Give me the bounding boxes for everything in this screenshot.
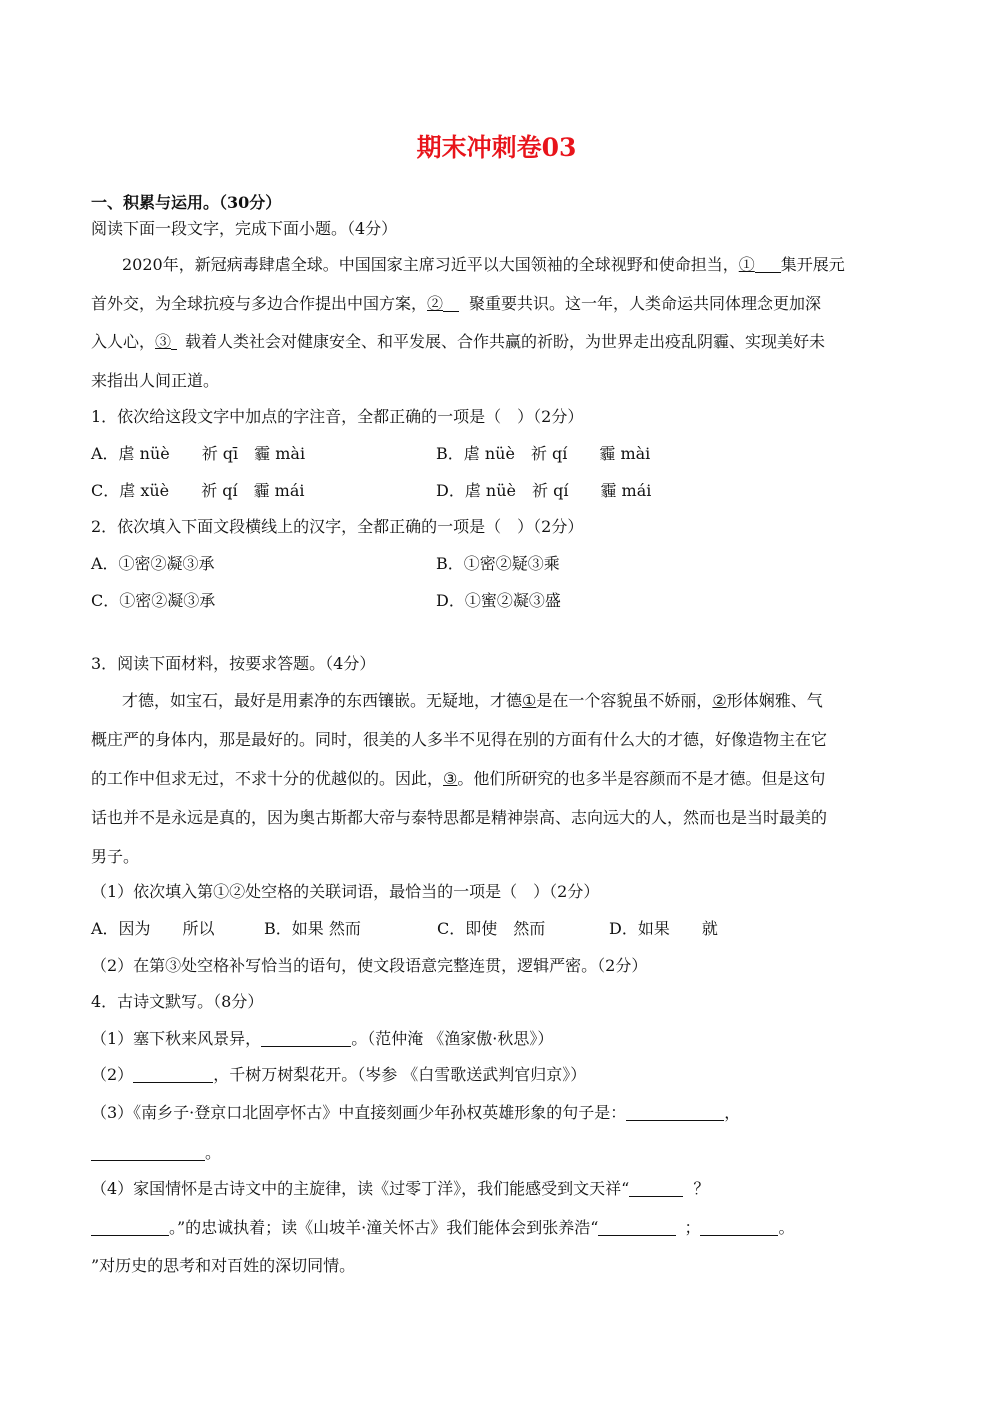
fill-blank[interactable] [755, 256, 781, 273]
q3-option-c[interactable]: C．即使 然而 [437, 919, 546, 938]
fill-blank[interactable] [626, 1104, 724, 1121]
q4-item-4-end: ”对历史的思考和对百姓的深切同情。 [91, 1256, 356, 1275]
question-4-stem: 4．古诗文默写。（8分） [91, 992, 264, 1011]
passage-line [122, 252, 845, 275]
item-text: ， [724, 1103, 741, 1122]
q4-item-3 [91, 1100, 740, 1123]
q3-subquestion-1: （1）依次填入第①②处空格的关联词语，最恰当的一项是（ ）（2分） [91, 882, 600, 901]
passage-line: 概庄严的身体内，那是最好的。同时，很美的人多半不见得在别的方面有什么大的才德，好像造物主在它 [91, 730, 828, 749]
q2-option-b[interactable]: B．①密②疑③乘 [436, 554, 560, 573]
passage-line [91, 329, 825, 352]
q4-item-4-cont [91, 1215, 794, 1238]
item-text: 。 [205, 1143, 222, 1162]
passage-text: 首外交，为全球抗疫与多边合作提出中国方案， [91, 294, 428, 313]
section-intro: 阅读下面一段文字，完成下面小题。（4分） [91, 219, 398, 238]
passage-line: 男子。 [91, 847, 140, 866]
question-2-stem: 2．依次填入下面文段横线上的汉字，全都正确的一项是（ ）（2分） [91, 517, 584, 536]
passage-text: 2020年，新冠病毒肆虐全球。中国国家主席习近平以大国领袖的全球视野和使命担当， [122, 255, 739, 274]
q1-option-d[interactable]: D．虐 nüè 祈 qí 霾 mái [436, 481, 652, 500]
item-text: 。”的忠诚执着；读《山坡羊·潼关怀古》我们能体会到张养浩“ [169, 1218, 599, 1237]
item-text: （3）《南乡子·登京口北固亭怀古》中直接刻画少年孙权英雄形象的句子是： [91, 1103, 627, 1122]
q4-item-1 [91, 1026, 553, 1049]
fill-blank[interactable] [629, 1180, 683, 1197]
q3-option-d[interactable]: D．如果 就 [609, 919, 718, 938]
q1-option-b[interactable]: B．虐 nüè 祈 qí 霾 mài [436, 444, 651, 463]
fill-blank[interactable] [261, 1030, 351, 1047]
passage-text: 聚重要共识。这一年，人类命运共同体理念更加深 [469, 294, 822, 313]
section-heading: 一、积累与运用。（30分） [91, 193, 282, 212]
passage-line [122, 688, 823, 711]
q3-subquestion-2: （2）在第③处空格补写恰当的语句，使文段语意完整连贯，逻辑严密。（2分） [91, 956, 648, 975]
q4-item-3-cont [91, 1140, 221, 1163]
item-text: ？ [693, 1179, 710, 1198]
q1-option-a[interactable]: A．虐 nüè 祈 qī 霾 mài [91, 444, 306, 463]
item-text: ； [684, 1218, 701, 1237]
q2-option-a[interactable]: A．①密②凝③承 [91, 554, 215, 573]
item-text: 。 [778, 1218, 795, 1237]
item-text: （4）家国情怀是古诗文中的主旋律，读《过零丁洋》，我们能感受到文天祥“ [91, 1179, 630, 1198]
passage-line [91, 291, 821, 314]
fill-blank[interactable] [91, 1219, 169, 1236]
passage-line: 话也并不是永远是真的，因为奥古斯都大帝与泰特思都是精神崇高、志向远大的人，然而也是当时最美的 [91, 808, 828, 827]
passage-text: 。他们所研究的也多半是容颜而不是才德。但是这句 [457, 769, 826, 788]
fill-blank[interactable] [700, 1219, 778, 1236]
passage-text: 入人心， [91, 332, 156, 351]
fill-blank[interactable] [598, 1219, 676, 1236]
passage-line [91, 766, 825, 789]
passage-text: 形体娴雅、气 [726, 691, 823, 710]
q2-option-c[interactable]: C．①密②凝③承 [91, 591, 216, 610]
q3-option-b[interactable]: B．如果 然而 [264, 919, 361, 938]
blank-marker-3: ③ [443, 769, 458, 788]
blank-marker-2: ② [427, 294, 444, 313]
blank-marker-1: ① [522, 691, 537, 710]
q3-option-a[interactable]: A．因为 所以 [91, 919, 215, 938]
q2-option-d[interactable]: D．①蜜②凝③盛 [436, 591, 561, 610]
blank-marker-2: ② [712, 691, 727, 710]
blank-marker-1: ① [738, 255, 755, 274]
fill-blank[interactable] [91, 1144, 205, 1161]
page-title: 期末冲刺卷03 [416, 133, 577, 162]
q1-option-c[interactable]: C．虐 xüè 祈 qí 霾 mái [91, 481, 305, 500]
fill-blank[interactable] [133, 1066, 213, 1083]
item-text: （1）塞下秋来风景异， [91, 1029, 262, 1048]
q4-item-4 [91, 1176, 709, 1199]
passage-text: 载着人类社会对健康安全、和平发展、合作共赢的祈盼，为世界走出疫乱阴霾、实现美好未 [185, 332, 826, 351]
item-text: ，千树万树梨花开。（岑参 《白雪歌送武判官归京》） [213, 1065, 587, 1084]
fill-blank[interactable] [443, 295, 459, 312]
q4-item-2 [91, 1062, 586, 1085]
passage-text: 的工作中但求无过，不求十分的优越似的。因此， [91, 769, 444, 788]
passage-line: 来指出人间正道。 [91, 371, 220, 390]
question-1-stem: 1．依次给这段文字中加点的字注音，全都正确的一项是（ ）（2分） [91, 407, 584, 426]
passage-text: 集开展元 [780, 255, 845, 274]
blank-marker-3: ③ [155, 332, 172, 351]
item-text: 。（范仲淹 《渔家傲·秋思》） [351, 1029, 554, 1048]
item-text: （2） [91, 1065, 134, 1084]
passage-text: 才德，如宝石，最好是用素净的东西镶嵌。无疑地，才德 [122, 691, 523, 710]
fill-blank[interactable] [171, 333, 177, 350]
passage-text: 是在一个容貌虽不娇丽， [536, 691, 713, 710]
question-3-stem: 3．阅读下面材料，按要求答题。（4分） [91, 654, 376, 673]
